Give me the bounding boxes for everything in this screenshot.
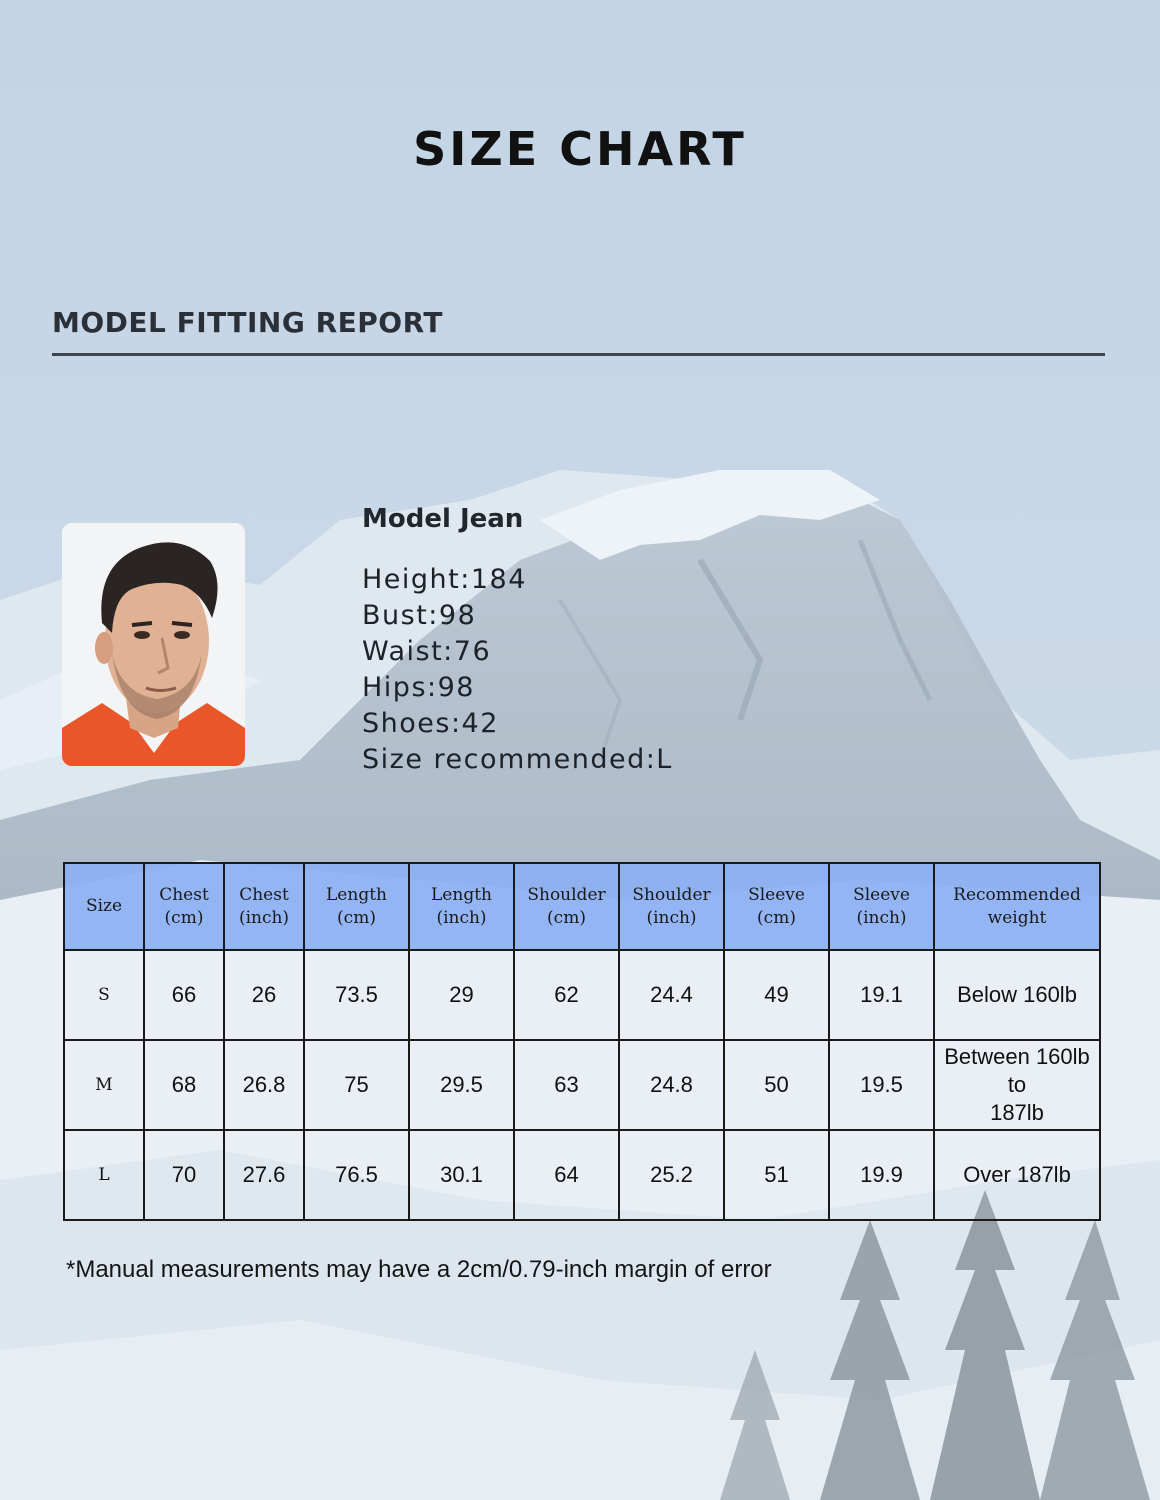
cell-shoulder-cm: 63	[514, 1040, 619, 1130]
cell-shoulder-inch: 25.2	[619, 1130, 724, 1220]
cell-shoulder-cm: 64	[514, 1130, 619, 1220]
cell-size: M	[64, 1040, 144, 1130]
model-photo	[62, 523, 245, 766]
header-sleeve-inch: Sleeve (inch)	[829, 863, 934, 950]
model-hips: Hips:98	[362, 672, 475, 703]
header-sleeve-cm: Sleeve (cm)	[724, 863, 829, 950]
section-heading: MODEL FITTING REPORT	[52, 306, 444, 339]
cell-length-cm: 75	[304, 1040, 409, 1130]
cell-sleeve-inch: 19.5	[829, 1040, 934, 1130]
cell-chest-inch: 27.6	[224, 1130, 304, 1220]
model-bust: Bust:98	[362, 600, 477, 631]
table-row	[64, 1130, 1100, 1220]
cell-sleeve-inch: 19.9	[829, 1130, 934, 1220]
cell-length-cm: 73.5	[304, 950, 409, 1040]
cell-chest-cm: 66	[144, 950, 224, 1040]
cell-length-cm: 76.5	[304, 1130, 409, 1220]
cell-shoulder-cm: 62	[514, 950, 619, 1040]
model-name: Model Jean	[362, 504, 524, 534]
cell-length-inch: 30.1	[409, 1130, 514, 1220]
measurement-footnote: *Manual measurements may have a 2cm/0.79-inch margin of error	[66, 1256, 772, 1283]
header-chest-inch: Chest (inch)	[224, 863, 304, 950]
cell-chest-cm: 70	[144, 1130, 224, 1220]
table-row	[64, 950, 1100, 1040]
cell-shoulder-inch: 24.8	[619, 1040, 724, 1130]
header-size: Size	[64, 863, 144, 950]
cell-chest-inch: 26.8	[224, 1040, 304, 1130]
cell-length-inch: 29.5	[409, 1040, 514, 1130]
table-row	[64, 1040, 1100, 1130]
section-divider	[52, 353, 1105, 356]
cell-recommended-weight: Over 187lb	[934, 1130, 1100, 1220]
header-shoulder-inch: Shoulder (inch)	[619, 863, 724, 950]
cell-size: L	[64, 1130, 144, 1220]
model-size-recommended: Size recommended:L	[362, 744, 673, 775]
table-header-row	[64, 863, 1100, 950]
cell-shoulder-inch: 24.4	[619, 950, 724, 1040]
cell-size: S	[64, 950, 144, 1040]
cell-length-inch: 29	[409, 950, 514, 1040]
header-recommended-weight: Recommended weight	[934, 863, 1100, 950]
cell-sleeve-cm: 51	[724, 1130, 829, 1220]
header-length-cm: Length (cm)	[304, 863, 409, 950]
cell-chest-inch: 26	[224, 950, 304, 1040]
model-stats-list	[362, 562, 673, 778]
cell-recommended-weight: Between 160lb to 187lb	[934, 1040, 1100, 1130]
page-title: SIZE CHART	[413, 122, 747, 176]
cell-chest-cm: 68	[144, 1040, 224, 1130]
cell-sleeve-cm: 49	[724, 950, 829, 1040]
model-shoes: Shoes:42	[362, 708, 499, 739]
header-shoulder-cm: Shoulder (cm)	[514, 863, 619, 950]
cell-sleeve-cm: 50	[724, 1040, 829, 1130]
cell-recommended-weight: Below 160lb	[934, 950, 1100, 1040]
model-height: Height:184	[362, 564, 527, 595]
header-chest-cm: Chest (cm)	[144, 863, 224, 950]
model-waist: Waist:76	[362, 636, 492, 667]
cell-sleeve-inch: 19.1	[829, 950, 934, 1040]
header-length-inch: Length (inch)	[409, 863, 514, 950]
size-chart-table	[63, 862, 1101, 1221]
